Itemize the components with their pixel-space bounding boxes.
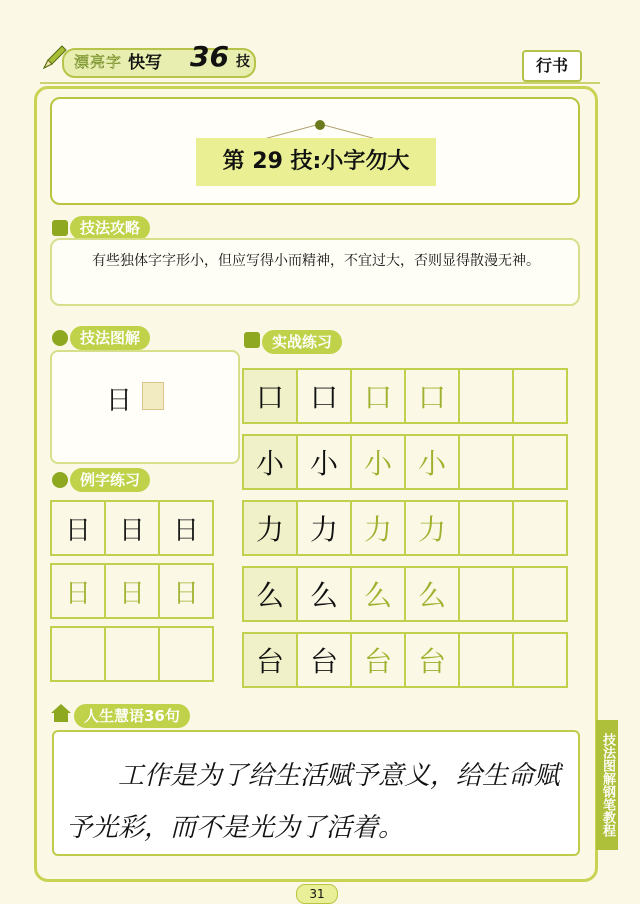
- house-icon: [50, 702, 72, 724]
- practice-heading-label: 实战练习: [272, 333, 333, 351]
- diagram-heading: [70, 326, 150, 350]
- hanging-string-icon: [260, 120, 380, 140]
- table-row: [51, 564, 213, 618]
- practice-cell: 小: [405, 435, 459, 489]
- example-cell[interactable]: [159, 627, 213, 681]
- practice-grid-row-1: [242, 368, 568, 424]
- practice-cell: 台: [405, 633, 459, 687]
- table-row: [243, 567, 567, 621]
- table-row: [243, 435, 567, 489]
- example-trace-grid: [50, 563, 214, 619]
- practice-cell: 么: [243, 567, 297, 621]
- tips-heading: [70, 216, 150, 240]
- book-title-part2: 快写: [128, 53, 162, 73]
- style-tag: 行书: [522, 50, 582, 82]
- practice-grid-row-5: [242, 632, 568, 688]
- practice-cell: 力: [243, 501, 297, 555]
- practice-cell: 小: [351, 435, 405, 489]
- example-cell: 日: [105, 564, 159, 618]
- examples-heading: [70, 468, 150, 492]
- practice-cell: 么: [351, 567, 405, 621]
- practice-cell: 么: [297, 567, 351, 621]
- practice-cell[interactable]: [513, 369, 567, 423]
- practice-cell[interactable]: [459, 501, 513, 555]
- diagram-char: 日: [106, 386, 133, 416]
- practice-cell: 口: [243, 369, 297, 423]
- table-row: [243, 633, 567, 687]
- practice-cell[interactable]: [513, 633, 567, 687]
- practice-cell: 台: [351, 633, 405, 687]
- motto-text: 工作是为了给生活赋予意义，给生命赋予光彩，而不是光为了活着。: [66, 761, 561, 843]
- examples-heading-label: 例字练习: [80, 471, 141, 489]
- person-icon: [52, 472, 68, 488]
- table-row: [243, 501, 567, 555]
- practice-cell: 小: [297, 435, 351, 489]
- example-cell[interactable]: [105, 627, 159, 681]
- example-blank-grid: [50, 626, 214, 682]
- practice-grid-row-2: [242, 434, 568, 490]
- side-label: 技法图解钢笔教程: [596, 720, 618, 850]
- practice-cell[interactable]: [459, 369, 513, 423]
- page-number: 31: [296, 884, 338, 904]
- table-row: [51, 501, 213, 555]
- practice-grid-row-4: [242, 566, 568, 622]
- practice-cell: 力: [297, 501, 351, 555]
- motto-heading: [74, 704, 190, 728]
- practice-cell[interactable]: [513, 435, 567, 489]
- book-title-part3: 技: [236, 54, 250, 70]
- practice-cell[interactable]: [513, 501, 567, 555]
- example-grid: [50, 500, 214, 556]
- practice-cell[interactable]: [459, 567, 513, 621]
- example-cell: 日: [51, 564, 105, 618]
- practice-cell: 口: [351, 369, 405, 423]
- practice-cell: 力: [405, 501, 459, 555]
- book-title-part1: 漂亮字: [74, 53, 123, 71]
- example-cell[interactable]: [51, 627, 105, 681]
- envelope-icon: [52, 220, 68, 236]
- magnifier-icon: [52, 330, 68, 346]
- practice-cell: 口: [297, 369, 351, 423]
- tips-heading-label: 技法攻略: [80, 219, 141, 237]
- diagram-heading-label: 技法图解: [80, 329, 141, 347]
- practice-heading: [262, 330, 342, 354]
- practice-cell[interactable]: [459, 435, 513, 489]
- practice-grid-row-3: [242, 500, 568, 556]
- table-row: [51, 627, 213, 681]
- tips-text: 有些独体字字形小，但应写得小而精神，不宜过大，否则显得散漫无神。: [92, 253, 540, 269]
- practice-cell: 口: [405, 369, 459, 423]
- example-cell: 日: [159, 501, 213, 555]
- example-cell: 日: [51, 501, 105, 555]
- book-title-number: 36: [190, 40, 229, 73]
- practice-cell: 小: [243, 435, 297, 489]
- practice-cell: 台: [297, 633, 351, 687]
- motto-heading-label: 人生慧语36句: [84, 707, 180, 725]
- table-row: [243, 369, 567, 423]
- practice-cell[interactable]: [459, 633, 513, 687]
- diagram-mini-illustration: [142, 382, 164, 410]
- pen-icon: [244, 332, 260, 348]
- practice-cell: 力: [351, 501, 405, 555]
- example-cell: 日: [105, 501, 159, 555]
- example-cell: 日: [159, 564, 213, 618]
- book-title: [40, 42, 250, 78]
- practice-cell[interactable]: [513, 567, 567, 621]
- chapter-title: 第 29 技:小字勿大: [196, 138, 436, 186]
- header-divider: [40, 82, 600, 84]
- practice-cell: 台: [243, 633, 297, 687]
- practice-cell: 么: [405, 567, 459, 621]
